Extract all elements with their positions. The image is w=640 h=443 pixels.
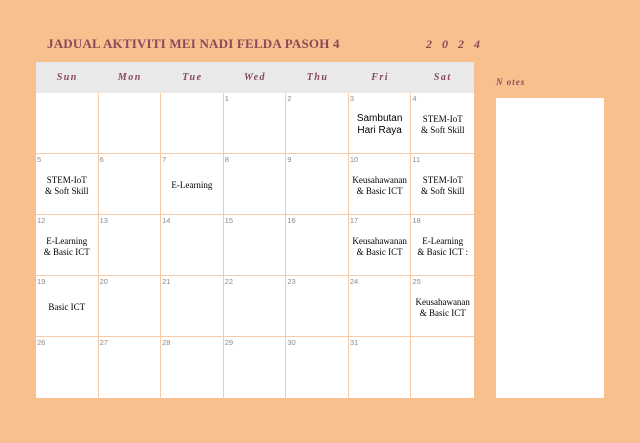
day-number: 16 [287, 216, 296, 225]
calendar-grid [36, 62, 474, 398]
day-cell[interactable] [349, 276, 412, 337]
day-number: 15 [224, 216, 234, 225]
day-cell[interactable] [224, 276, 287, 337]
day-number: 19 [37, 277, 46, 286]
day-number: 24 [349, 277, 359, 286]
weekday-sat: Sat [433, 72, 452, 83]
day-cell[interactable] [349, 93, 412, 154]
day-cell[interactable] [36, 337, 99, 398]
day-number: 29 [224, 338, 234, 347]
day-cell[interactable] [349, 215, 412, 276]
event-label: E-Learning & Basic ICT : [417, 236, 468, 257]
event-label: Sambutan Hari Raya [356, 113, 403, 136]
notes-box[interactable] [496, 98, 604, 398]
day-number: 4 [412, 94, 417, 103]
day-cell[interactable] [36, 276, 99, 337]
day-number: 6 [99, 155, 104, 164]
day-cell[interactable] [36, 93, 99, 154]
event-label: E-Learning & Basic ICT [43, 236, 90, 257]
weekday-tue: Tue [182, 72, 203, 83]
day-number: 26 [37, 338, 46, 347]
event-label: E-Learning [171, 180, 213, 190]
day-number: 12 [37, 216, 46, 225]
event-label: Keusahawanan & Basic ICT [415, 297, 470, 318]
day-cell[interactable] [161, 276, 224, 337]
day-number: 7 [162, 155, 167, 164]
day-number: 17 [349, 216, 359, 225]
day-number: 28 [162, 338, 171, 347]
day-cell[interactable] [161, 337, 224, 398]
day-cell[interactable] [286, 93, 349, 154]
day-cell[interactable] [349, 154, 412, 215]
day-number: 10 [349, 155, 359, 164]
day-number: 23 [287, 277, 296, 286]
day-cell[interactable] [286, 337, 349, 398]
day-cell[interactable] [36, 215, 99, 276]
day-number: 1 [224, 94, 229, 103]
day-number: 2 [287, 94, 292, 103]
weekday-header [36, 62, 474, 93]
day-number: 22 [224, 277, 234, 286]
day-number: 20 [99, 277, 108, 286]
day-cell[interactable] [99, 154, 162, 215]
day-number: 31 [349, 338, 359, 347]
day-number: 14 [162, 216, 171, 225]
day-number: 3 [349, 94, 355, 103]
day-cell[interactable] [99, 337, 162, 398]
day-cell[interactable] [224, 93, 287, 154]
event-label: Basic ICT [48, 302, 86, 312]
day-cell[interactable] [99, 276, 162, 337]
day-cell[interactable] [224, 337, 287, 398]
day-cell[interactable] [411, 337, 474, 398]
event-label: Keusahawanan & Basic ICT [352, 236, 407, 257]
event-label: STEM-IoT & Soft Skill [45, 175, 89, 196]
event-label: STEM-IoT & Soft Skill [420, 175, 465, 196]
weekday-wed: Wed [243, 72, 267, 83]
day-cell[interactable] [161, 154, 224, 215]
day-number: 5 [37, 155, 42, 164]
calendar-year: 2 0 2 4 [426, 37, 484, 51]
day-cell[interactable] [224, 154, 287, 215]
day-cell[interactable] [224, 215, 287, 276]
day-cell[interactable] [349, 337, 412, 398]
day-cell[interactable] [286, 215, 349, 276]
day-number: 9 [287, 155, 292, 164]
weekday-mon: Mon [117, 72, 142, 83]
weekday-fri: Fri [371, 72, 390, 83]
day-cell[interactable] [286, 276, 349, 337]
day-number: 13 [99, 216, 108, 225]
day-cell[interactable] [286, 154, 349, 215]
day-cell[interactable] [411, 93, 474, 154]
weekday-sun: Sun [56, 72, 78, 83]
day-cell[interactable] [411, 154, 474, 215]
event-label: Keusahawanan & Basic ICT [352, 175, 407, 196]
day-cell[interactable] [161, 215, 224, 276]
day-cell[interactable] [411, 215, 474, 276]
day-cell[interactable] [411, 276, 474, 337]
day-number: 21 [162, 277, 171, 286]
day-number: 25 [412, 277, 421, 286]
day-number: 30 [287, 338, 296, 347]
notes-label: N otes [496, 77, 526, 87]
event-label: STEM-IoT & Soft Skill [420, 114, 465, 135]
day-number: 18 [412, 216, 421, 225]
calendar-title: JADUAL AKTIVITI MEI NADI FELDA PASOH 4 [47, 36, 340, 51]
day-cell[interactable] [161, 93, 224, 154]
weekday-thu: Thu [306, 72, 329, 83]
day-cell[interactable] [99, 93, 162, 154]
day-number: 27 [99, 338, 108, 347]
day-number: 8 [224, 155, 229, 164]
day-cell[interactable] [99, 215, 162, 276]
day-cell[interactable] [36, 154, 99, 215]
day-number: 11 [412, 155, 421, 164]
